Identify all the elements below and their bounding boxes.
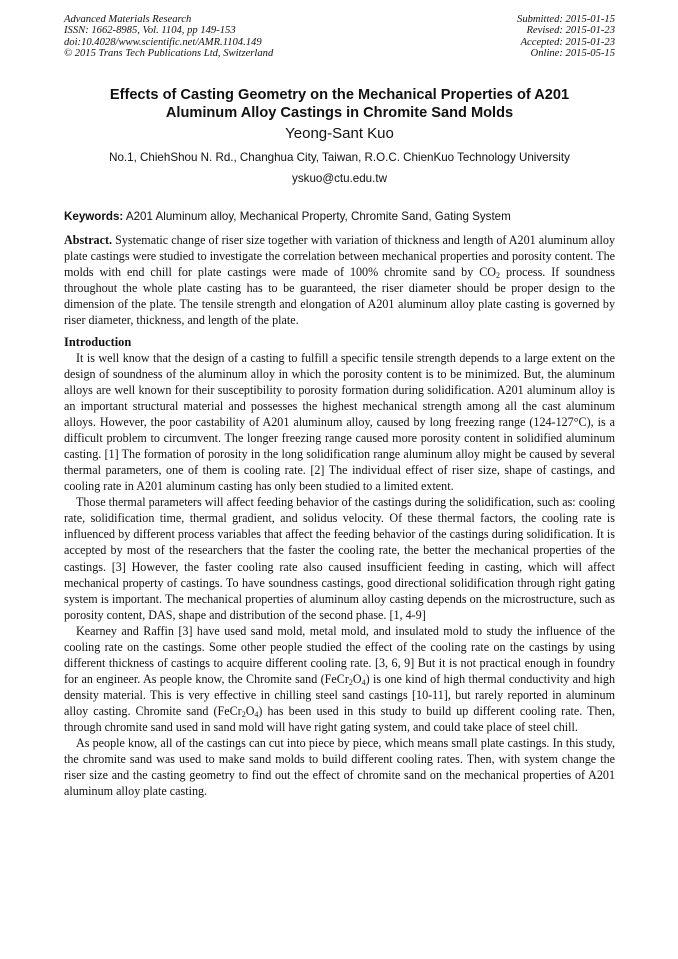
p3-sub-4: 4 xyxy=(254,709,259,719)
keywords-text: A201 Aluminum alloy, Mechanical Property, Chromite Sand, Gating System xyxy=(125,209,511,223)
p3-text-c: ) is one kind of high thermal conductivity and high density material. This is very effective in chilling steel sand castings [10-11], but rarely reported in aluminum alloy casting. Chromite sand (FeCr xyxy=(64,671,615,718)
date-accepted: Accepted: 2015-01-23 xyxy=(520,36,615,48)
publication-dates xyxy=(517,14,615,60)
intro-paragraph-1: It is well know that the design of a casting to fulfill a specific tensile strength depends to a large extent on the design of soundness of the aluminum alloy in which the porosity content is to be minimized. But, the aluminum alloys are well known for their susceptibility to porosity formation during solidification. A201 aluminum alloy is an important structural material and possesses the highest mechanical strength among all the cast aluminum alloys. However, the poor castability of A201 aluminum alloy, caused by long freezing range (124-127°C), is a difficult problem to circumvent. The longer freezing range caused more porosity content in solidified aluminum casting. [1] The formation of porosity in the long solidification range aluminum alloy might be caused by several thermal parameters, one of them is cooling rate. [2] The individual effect of riser size, shape of castings, and cooling rate in A201 aluminum casting has only been studied to a limited extent. xyxy=(64,350,615,494)
introduction-body xyxy=(64,350,615,799)
journal-name: Advanced Materials Research xyxy=(64,14,192,25)
journal-issn: ISSN: 1662-8985, Vol. 1104, pp 149-153 xyxy=(64,25,236,37)
p3-sub-1: 2 xyxy=(348,677,353,687)
author-affiliation: No.1, ChiehShou N. Rd., Changhua City, Taiwan, R.O.C. ChienKuo Technology University xyxy=(109,150,570,164)
p3-text-a: Kearney and Raffin [3] have used sand mold, metal mold, and insulated mold to study the influence of the cooling rate on the castings. Some other people studied the effect of the cooling rate on the castings by using different thickness of castings to acquire different cooling rate. [3, 6, 9] But it is not practical enough in foundry for an engineer. As people know, the Chromite sand (FeCr xyxy=(64,623,615,686)
p3-text-e: ) has been used in this study to build up different cooling rate. Then, through chromite sand used in sand mold will have right gating system, and could take place of steel chill. xyxy=(64,703,616,734)
intro-paragraph-2: Those thermal parameters will affect feeding behavior of the castings during the solidification, such as: cooling rate, solidification time, thermal gradient, and solidus velocity. Of these thermal factors, the cooling rate is influenced by different process variables that affect the feeding behavior of the castings during solidification. It is accepted by most of the researchers that the faster the cooling rate, the better the mechanical properties of the castings. [3] However, the faster cooling rate also caused insufficient feeding in casting, which will affect mechanical property of castings. To have soundness castings, good directional solidification through right gating system is important. The mechanical properties of aluminum alloy casting depends on the microstructure, such as porosity content, DAS, shape and distribution of the second phase. [1, 4-9] xyxy=(64,495,615,622)
intro-paragraph-3 xyxy=(64,623,615,735)
date-revised: Revised: 2015-01-23 xyxy=(526,25,615,37)
abstract xyxy=(64,232,615,328)
intro-paragraph-4: As people know, all of the castings can cut into piece by piece, which means small plate castings. In this study, the chromite sand was used to make sand molds to build different cooling rates. Then, with system change the riser size and the casting geometry to find out the effect of chromite sand on the mechanical properties of A201 aluminum alloy plate casting. xyxy=(64,736,615,799)
keywords xyxy=(64,210,615,224)
journal-copyright: © 2015 Trans Tech Publications Ltd, Switzerland xyxy=(64,48,274,60)
p3-text-b: O xyxy=(352,671,362,686)
paper-page xyxy=(64,14,615,799)
p3-sub-2: 4 xyxy=(361,677,366,687)
title-line-2: Aluminum Alloy Castings in Chromite Sand Molds xyxy=(165,104,514,121)
abstract-label: Abstract. xyxy=(64,232,113,247)
abstract-text-1: Systematic change of riser size together with variation of thickness and length of A201 aluminum alloy plate castings were studied to investigate the correlation between mechanical properties and porosity content. The molds with end chill for plate castings were made of 100% chromite sand by CO xyxy=(64,232,615,279)
author-name: Yeong-Sant Kuo xyxy=(285,124,394,142)
journal-doi: doi:10.4028/www.scientific.net/AMR.1104.149 xyxy=(64,36,262,48)
p3-sub-3: 2 xyxy=(241,709,246,719)
abstract-text-2: process. If soundness throughout the whole plate casting has to be guaranteed, the riser diameter should be proper design to the dimension of the plate. The tensile strength and elongation of A201 aluminum alloy plate casting is governed by riser diameter, thickness, and length of the plate. xyxy=(64,264,615,327)
introduction-heading: Introduction xyxy=(64,334,132,349)
journal-info xyxy=(64,14,273,60)
title-line-1: Effects of Casting Geometry on the Mechanical Properties of A201 xyxy=(109,86,570,103)
p3-text-d: O xyxy=(245,703,255,718)
paper-title xyxy=(64,86,615,122)
author-email: yskuo@ctu.edu.tw xyxy=(292,171,387,185)
date-online: Online: 2015-05-15 xyxy=(530,48,615,60)
abstract-subscript: 2 xyxy=(496,270,501,280)
journal-header xyxy=(64,14,615,60)
keywords-label: Keywords: xyxy=(64,209,124,223)
date-submitted: Submitted: 2015-01-15 xyxy=(517,14,615,25)
